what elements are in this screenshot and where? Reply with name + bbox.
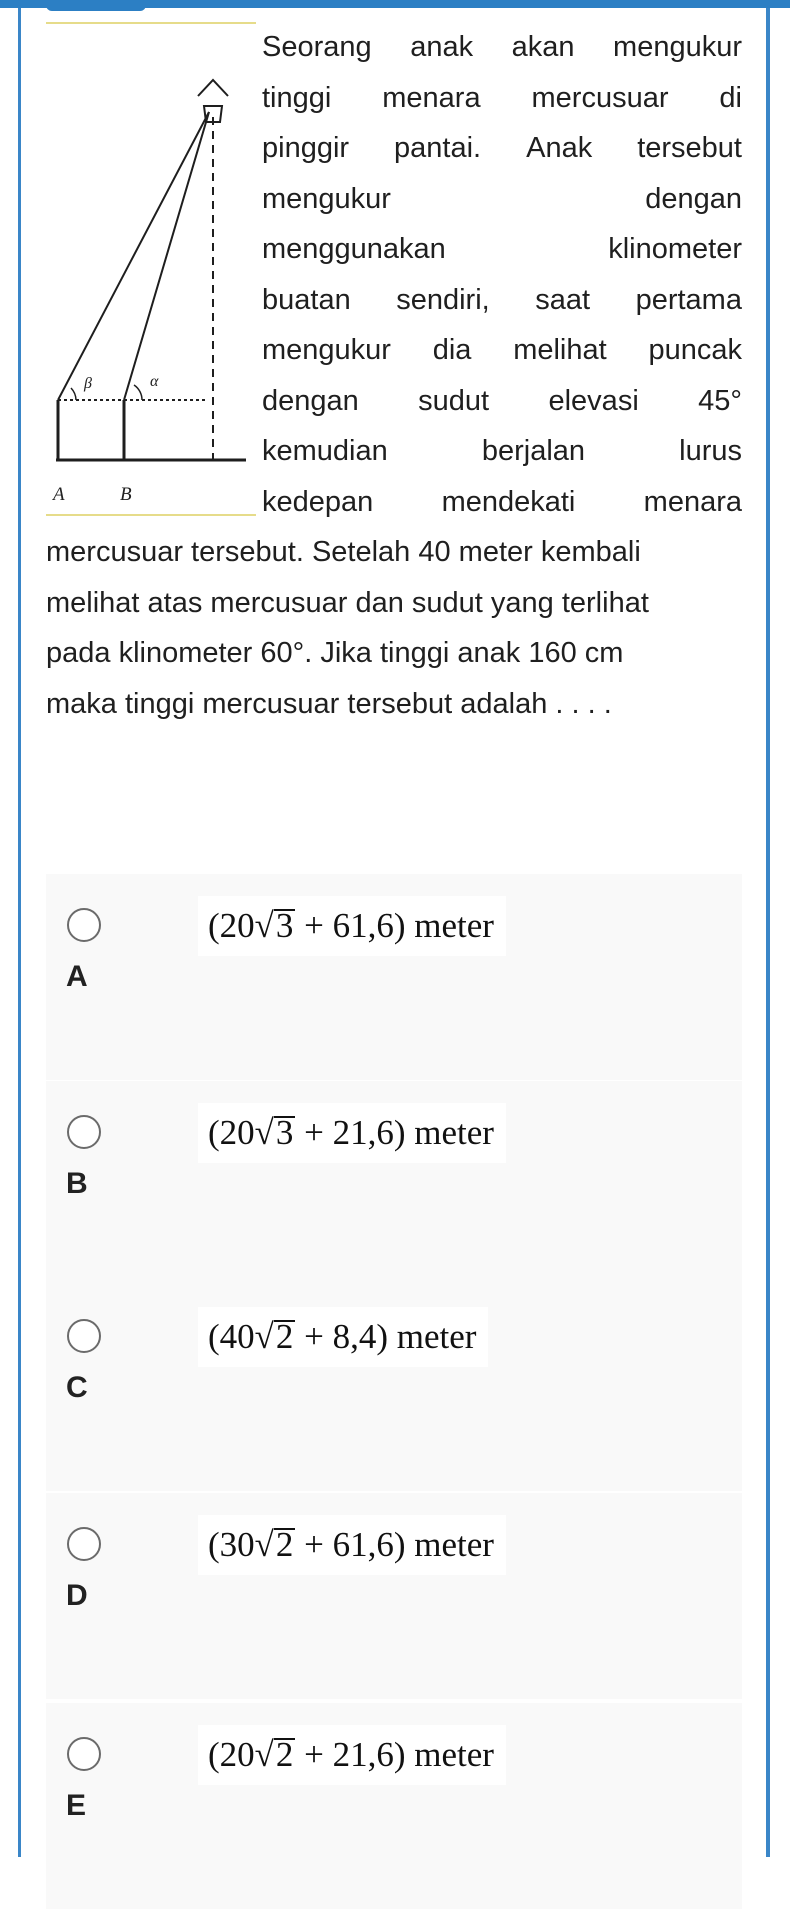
question-line: Seorang anak akan mengukur: [262, 31, 742, 63]
point-b-label: B: [120, 484, 132, 505]
radio-button[interactable]: [67, 1319, 101, 1353]
question-line: maka tinggi mercusuar tersebut adalah . . . .: [46, 687, 612, 720]
formula-rest: + 61,6) meter: [304, 906, 494, 945]
question-line: menggunakan klinometer: [262, 233, 742, 265]
question-line: melihat atas mercusuar dan sudut yang terlihat: [46, 586, 649, 619]
formula-coef: (20: [208, 1735, 255, 1774]
sqrt-icon: √: [254, 1525, 274, 1564]
option-letter: B: [66, 1167, 88, 1200]
angle-alpha-label: α: [150, 373, 159, 390]
option-formula: [198, 1725, 506, 1785]
top-tab: [46, 0, 146, 11]
lighthouse-figure: [46, 22, 256, 522]
option-letter: D: [66, 1579, 88, 1612]
option-formula: [198, 1103, 506, 1163]
question-line: pada klinometer 60°. Jika tinggi anak 160 cm: [46, 637, 624, 669]
formula-rest: + 61,6) meter: [304, 1525, 494, 1564]
question-line: kedepan mendekati menara: [262, 485, 742, 518]
formula-radicand: 3: [275, 906, 294, 945]
point-a-label: A: [53, 484, 65, 505]
formula-radicand: 2: [275, 1735, 294, 1774]
option-formula: [198, 1307, 488, 1367]
frame-right-border: [766, 8, 770, 1857]
radio-button[interactable]: [67, 1527, 101, 1561]
frame-left-border: [18, 8, 21, 1857]
answer-option[interactable]: [46, 1081, 742, 1287]
sqrt-icon: √: [254, 906, 274, 945]
sqrt-icon: √: [254, 1113, 274, 1152]
question-line: buatan sendiri, saat pertama: [262, 283, 742, 316]
question-line: mengukur dengan: [262, 182, 742, 215]
formula-radicand: 2: [275, 1317, 294, 1356]
question-line: mengukur dia melihat puncak: [262, 334, 742, 366]
option-letter: A: [66, 960, 88, 993]
answer-option[interactable]: [46, 1493, 742, 1699]
formula-coef: (20: [208, 906, 255, 945]
option-letter: C: [66, 1371, 88, 1404]
formula-coef: (30: [208, 1525, 255, 1564]
angle-beta-label: β: [84, 375, 92, 392]
answer-option[interactable]: [46, 874, 742, 1080]
formula-radicand: 3: [275, 1113, 294, 1152]
option-formula: [198, 1515, 506, 1575]
question-line: dengan sudut elevasi 45°: [262, 384, 742, 417]
question-line: tinggi menara mercusuar di: [262, 81, 742, 114]
option-formula: [198, 896, 506, 956]
lighthouse-diagram: [46, 22, 256, 522]
formula-coef: (40: [208, 1317, 255, 1356]
sqrt-icon: √: [254, 1735, 274, 1774]
formula-rest: + 8,4) meter: [304, 1317, 477, 1356]
radio-button[interactable]: [67, 1737, 101, 1771]
sqrt-icon: √: [254, 1317, 274, 1356]
question-line: kemudian berjalan lurus: [262, 435, 742, 467]
formula-coef: (20: [208, 1113, 255, 1152]
formula-rest: + 21,6) meter: [304, 1735, 494, 1774]
option-letter: E: [66, 1789, 87, 1822]
question-line: mercusuar tersebut. Setelah 40 meter kembali: [46, 536, 641, 568]
answer-option[interactable]: [46, 1703, 742, 1909]
answer-option[interactable]: [46, 1285, 742, 1491]
radio-button[interactable]: [67, 908, 101, 942]
radio-button[interactable]: [67, 1115, 101, 1149]
question-line: pinggir pantai. Anak tersebut: [262, 132, 742, 164]
formula-radicand: 2: [275, 1525, 294, 1564]
formula-rest: + 21,6) meter: [304, 1113, 494, 1152]
